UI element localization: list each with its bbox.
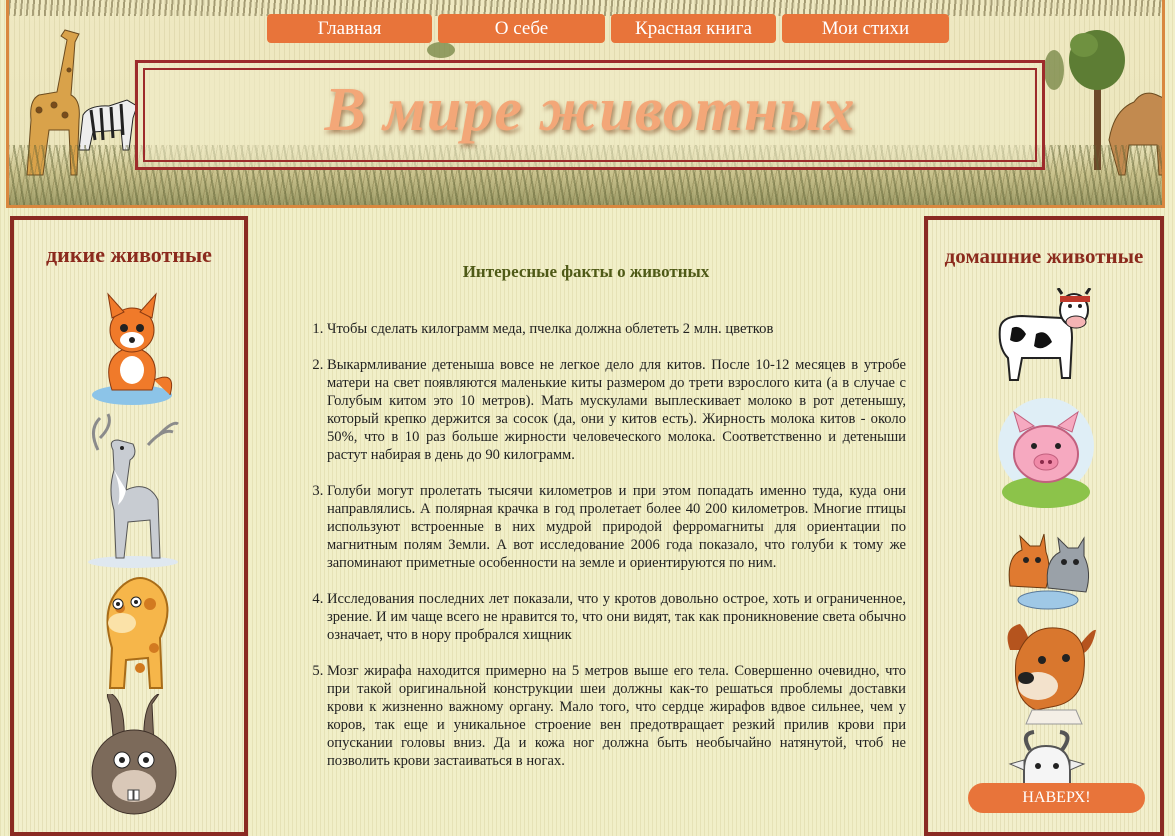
goat-image[interactable] [1000, 730, 1096, 830]
fact-item: 4. Исследования последних лет показали, что у кротов довольно острое, хоть и ограниченное, зрение. И им чаще всего не нравится то, что они видят, так как проникновение света обычно означает, что в нору пробрался хищник [327, 590, 906, 644]
main-nav [267, 14, 949, 43]
fact-item: 1. Чтобы сделать килограмм меда, пчелка должна облететь 2 млн. цветков [327, 320, 906, 338]
sidebar-domestic-animals [924, 216, 1164, 836]
sidebar-wild-title: дикие животные [46, 242, 212, 267]
nav-home-button[interactable]: Главная [267, 14, 432, 43]
fact-item: 3. Голуби могут пролетать тысячи километров и при этом попадать именно туда, куда они направлялись. А полярная крачка в год пролетает более 40 200 километров. Многие птицы используют встроенные в них мудрой природой ферромагниты для ориентации по магнитным полям Земли. А вот исследование 2006 года показало, что голуби к тому же запоминают приметные особенности на земле и ориентируются по ним. [327, 482, 906, 572]
dog-image[interactable] [996, 620, 1102, 730]
sidebar-wild-animals [10, 216, 248, 836]
nav-about-button[interactable]: О себе [438, 14, 605, 43]
fox-image[interactable] [82, 290, 182, 408]
main-content [250, 216, 922, 816]
rabbit-image[interactable] [82, 694, 186, 824]
sidebar-domestic-title: домашние животные [944, 244, 1144, 268]
cow-image[interactable] [992, 288, 1096, 396]
facts-heading: Интересные факты о животных [462, 262, 710, 281]
site-title: В мире животных [324, 76, 856, 144]
deer-image[interactable] [78, 410, 188, 570]
nav-red-book-button[interactable]: Красная книга [611, 14, 776, 43]
facts-list [307, 320, 906, 788]
fact-item: 2. Выкармливание детеныша вовсе не легкое дело для китов. После 10-12 месяцев в утробе матери на свет появляются маленькие киты размером до трети взрослого кита (а в случае с Голубым китом это 10 метров). Мать мускулами выплескивает молоко в рот детенышу, который крепко держится за сосок (да, они у китов есть). Жирность молока китов - около 50%, что в 10 раз больше жирности человеческого молока. Соответственно и детеныши растут набирая в день до 90 килограмм. [327, 356, 906, 464]
zebra-decoration [79, 100, 137, 150]
fact-item: 5. Мозг жирафа находится примерно на 5 метров выше его тела. Совершенно очевидно, что при такой оригинальной конструкции шеи должны как-то решаться проблемы доставки крови к жизненно важному органу. Мало того, что сердце жирафов вдвое сильнее, чем у коров, так еще и уникальное строение вен предотвращает резкий прилив крови при опускании головы вниз. Да и кожа ног должна быть необычайно натянутой, чтоб не позволить крови застаиваться в ногах. [327, 662, 906, 770]
nav-poems-button[interactable]: Мои стихи [782, 14, 949, 43]
pig-image[interactable] [996, 394, 1098, 510]
giraffe-image[interactable] [80, 568, 184, 692]
kittens-image[interactable] [1002, 516, 1094, 612]
scroll-top-button[interactable]: НАВЕРХ! [968, 783, 1145, 813]
title-frame [135, 60, 1045, 170]
